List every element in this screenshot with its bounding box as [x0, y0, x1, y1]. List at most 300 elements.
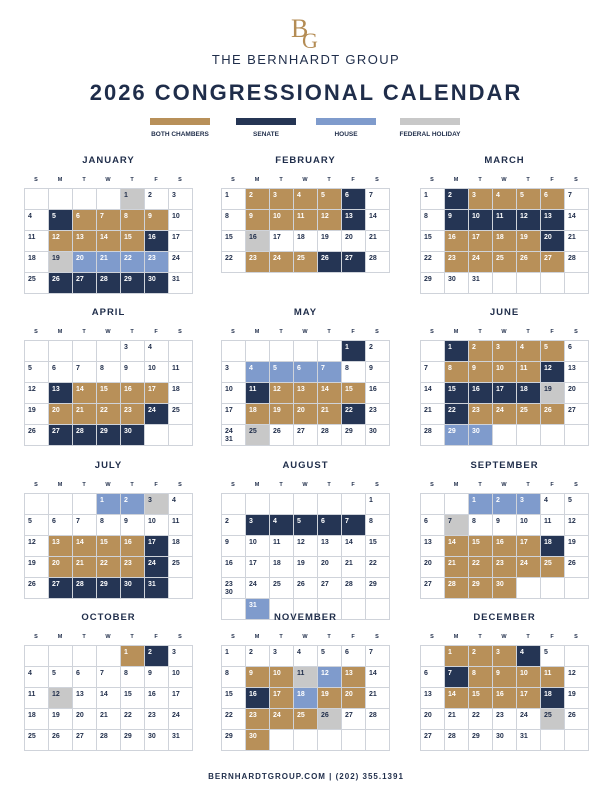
empty-day-cell: [342, 494, 366, 515]
day-cell: [97, 425, 121, 446]
day-cell: [97, 231, 121, 252]
day-number: 20: [76, 255, 84, 262]
weekday-label: F: [154, 634, 158, 640]
day-number: 15: [225, 691, 233, 698]
day-number: 23: [472, 407, 480, 414]
day-number: 26: [297, 581, 305, 588]
empty-day-cell: [517, 273, 541, 294]
day-number: 13: [297, 386, 305, 393]
day-number: 6: [424, 670, 428, 677]
day-number: 17: [273, 234, 281, 241]
day-cell: [366, 210, 390, 231]
day-number: 30: [148, 276, 156, 283]
day-cell: [169, 730, 193, 751]
logo-letter-g: G: [302, 28, 318, 53]
day-cell: [49, 425, 73, 446]
day-number: 27: [424, 733, 432, 740]
day-number: 26: [321, 712, 329, 719]
day-number: 15: [124, 234, 132, 241]
day-number: 30: [369, 428, 377, 435]
month-may: [221, 306, 390, 446]
day-cell: [421, 404, 445, 425]
empty-day-cell: [97, 189, 121, 210]
day-cell: [222, 709, 246, 730]
day-number: 5: [28, 518, 32, 525]
day-cell: [49, 667, 73, 688]
day-number: 3: [124, 344, 128, 351]
day-cell: [73, 688, 97, 709]
day-cell: [366, 383, 390, 404]
day-number: 24: [496, 407, 504, 414]
day-cell: [121, 341, 145, 362]
day-cell: [49, 210, 73, 231]
day-cell: [145, 210, 169, 231]
day-number: 27: [76, 733, 84, 740]
day-number: 8: [225, 670, 229, 677]
month-november: [221, 611, 390, 751]
weekday-label: T: [526, 482, 530, 488]
day-number: 3: [172, 649, 176, 656]
day-cell: [121, 189, 145, 210]
day-cell: [493, 383, 517, 404]
weekday-label: M: [453, 634, 459, 640]
day-cell: [493, 252, 517, 273]
day-number: 18: [544, 691, 552, 698]
day-number: 31: [520, 733, 528, 740]
day-number: 20: [321, 560, 329, 567]
day-cell: [366, 425, 390, 446]
day-cell: [145, 252, 169, 273]
weekday-label: T: [279, 634, 283, 640]
day-number: 24: [148, 560, 156, 567]
day-number: 6: [568, 344, 572, 351]
day-cell: [445, 189, 469, 210]
day-cell: [318, 536, 342, 557]
page-title: 2026 CONGRESSIONAL CALENDAR: [89, 80, 523, 105]
day-number: 24 31: [225, 428, 233, 443]
month-grid: [24, 340, 193, 446]
day-cell: [318, 667, 342, 688]
day-number: 6: [321, 518, 325, 525]
day-number: 29: [100, 581, 108, 588]
weekday-label: W: [105, 634, 111, 640]
day-cell: [421, 578, 445, 599]
day-cell: [145, 515, 169, 536]
day-number: 8: [472, 518, 476, 525]
day-number: 7: [369, 649, 373, 656]
day-number: 11: [28, 691, 36, 698]
weekday-label: W: [105, 177, 111, 183]
day-cell: [73, 252, 97, 273]
day-cell: [541, 231, 565, 252]
weekday-label: W: [302, 177, 308, 183]
day-cell: [421, 515, 445, 536]
day-number: 27: [544, 255, 552, 262]
day-number: 12: [273, 386, 281, 393]
weekday-header-row: [24, 175, 193, 185]
day-cell: [342, 404, 366, 425]
day-number: 11: [544, 670, 552, 677]
day-cell: [294, 252, 318, 273]
month-january: [24, 154, 193, 294]
day-number: 11: [249, 386, 257, 393]
day-cell: [366, 709, 390, 730]
day-number: 5: [544, 344, 548, 351]
legend-swatch-both-chambers: [150, 118, 210, 125]
day-number: 3: [472, 192, 476, 199]
day-number: 16: [124, 539, 132, 546]
day-cell: [541, 688, 565, 709]
day-cell: [565, 557, 589, 578]
day-number: 13: [424, 691, 432, 698]
day-cell: [25, 425, 49, 446]
empty-day-cell: [222, 341, 246, 362]
day-number: 23: [249, 255, 257, 262]
weekday-label: T: [130, 482, 134, 488]
day-number: 13: [568, 365, 576, 372]
day-cell: [342, 252, 366, 273]
day-cell: [25, 210, 49, 231]
logo-letter-b: B: [291, 14, 309, 43]
day-number: 21: [321, 407, 329, 414]
day-number: 19: [28, 407, 36, 414]
legend-item-both-chambers: [146, 118, 214, 138]
day-number: 31: [172, 276, 180, 283]
weekday-label: S: [34, 329, 38, 335]
weekday-label: S: [574, 177, 578, 183]
day-cell: [469, 210, 493, 231]
weekday-label: T: [279, 177, 283, 183]
day-number: 7: [100, 670, 104, 677]
day-cell: [421, 730, 445, 751]
day-cell: [49, 730, 73, 751]
day-number: 14: [100, 234, 108, 241]
day-number: 4: [520, 649, 524, 656]
weekday-label: F: [154, 329, 158, 335]
day-number: 14: [345, 539, 353, 546]
day-number: 17: [273, 691, 281, 698]
day-number: 9: [148, 670, 152, 677]
day-number: 28: [568, 255, 576, 262]
weekday-label: M: [254, 482, 260, 488]
day-number: 16: [496, 691, 504, 698]
day-cell: [541, 709, 565, 730]
day-cell: [342, 667, 366, 688]
empty-day-cell: [25, 494, 49, 515]
day-number: 13: [544, 213, 552, 220]
empty-day-cell: [517, 578, 541, 599]
day-number: 23: [148, 712, 156, 719]
day-number: 11: [172, 365, 180, 372]
legend-label-senate: SENATE: [253, 131, 279, 138]
day-number: 14: [321, 386, 329, 393]
day-number: 17: [249, 560, 257, 567]
day-cell: [246, 189, 270, 210]
day-cell: [342, 536, 366, 557]
day-cell: [565, 189, 589, 210]
day-number: 29: [124, 733, 132, 740]
empty-day-cell: [222, 494, 246, 515]
day-cell: [366, 515, 390, 536]
day-cell: [493, 515, 517, 536]
weekday-label: T: [130, 634, 134, 640]
day-number: 13: [52, 539, 60, 546]
day-number: 2: [124, 497, 128, 504]
day-cell: [294, 515, 318, 536]
weekday-header-row: [420, 327, 589, 337]
empty-day-cell: [421, 494, 445, 515]
day-cell: [565, 536, 589, 557]
day-cell: [445, 425, 469, 446]
day-cell: [421, 273, 445, 294]
day-number: 3: [273, 192, 277, 199]
day-cell: [342, 210, 366, 231]
day-number: 19: [273, 407, 281, 414]
empty-day-cell: [73, 341, 97, 362]
day-number: 20: [345, 691, 353, 698]
day-cell: [565, 341, 589, 362]
day-number: 21: [568, 234, 576, 241]
legend-label-both-chambers: BOTH CHAMBERS: [151, 131, 209, 138]
day-cell: [121, 688, 145, 709]
day-cell: [469, 362, 493, 383]
day-cell: [25, 404, 49, 425]
day-number: 15: [124, 691, 132, 698]
weekday-header-row: [221, 632, 390, 642]
day-cell: [121, 667, 145, 688]
day-number: 31: [249, 602, 257, 609]
day-number: 12: [520, 213, 528, 220]
day-number: 1: [225, 192, 229, 199]
weekday-label: W: [302, 634, 308, 640]
day-number: 9: [124, 365, 128, 372]
day-cell: [421, 709, 445, 730]
day-number: 31: [472, 276, 480, 283]
day-number: 25: [496, 255, 504, 262]
day-number: 19: [297, 560, 305, 567]
day-cell: [25, 557, 49, 578]
day-number: 30: [124, 581, 132, 588]
empty-day-cell: [541, 578, 565, 599]
day-number: 9: [369, 365, 373, 372]
day-cell: [517, 557, 541, 578]
day-cell: [517, 362, 541, 383]
month-title: FEBRUARY: [275, 155, 336, 166]
empty-day-cell: [421, 341, 445, 362]
empty-day-cell: [445, 494, 469, 515]
weekday-label: T: [526, 329, 530, 335]
day-cell: [121, 404, 145, 425]
day-number: 22: [225, 712, 233, 719]
day-cell: [493, 231, 517, 252]
day-number: 29: [124, 276, 132, 283]
day-cell: [25, 273, 49, 294]
day-cell: [73, 210, 97, 231]
day-cell: [49, 709, 73, 730]
day-cell: [445, 210, 469, 231]
day-cell: [445, 536, 469, 557]
day-cell: [222, 578, 246, 599]
day-number: 21: [448, 712, 456, 719]
day-number: 15: [472, 691, 480, 698]
day-number: 4: [273, 518, 277, 525]
day-number: 10: [520, 670, 528, 677]
day-cell: [318, 404, 342, 425]
day-number: 13: [76, 234, 84, 241]
day-number: 12: [568, 670, 576, 677]
weekday-label: F: [154, 482, 158, 488]
day-cell: [493, 667, 517, 688]
day-number: 4: [297, 649, 301, 656]
empty-day-cell: [97, 341, 121, 362]
day-cell: [517, 494, 541, 515]
day-cell: [366, 494, 390, 515]
weekday-label: S: [178, 329, 182, 335]
day-number: 1: [345, 344, 349, 351]
weekday-label: S: [178, 634, 182, 640]
weekday-header-row: [24, 327, 193, 337]
day-number: 17: [496, 386, 504, 393]
day-number: 7: [100, 213, 104, 220]
day-number: 23: [249, 712, 257, 719]
day-cell: [169, 709, 193, 730]
day-number: 6: [544, 192, 548, 199]
weekday-label: F: [154, 177, 158, 183]
day-cell: [169, 404, 193, 425]
day-cell: [73, 578, 97, 599]
weekday-label: S: [231, 329, 235, 335]
day-cell: [97, 730, 121, 751]
day-number: 3: [249, 518, 253, 525]
day-number: 23: [496, 712, 504, 719]
day-cell: [49, 688, 73, 709]
day-number: 19: [28, 560, 36, 567]
day-cell: [294, 709, 318, 730]
day-number: 8: [345, 365, 349, 372]
day-cell: [73, 667, 97, 688]
day-number: 7: [568, 192, 572, 199]
day-cell: [169, 494, 193, 515]
day-number: 26: [568, 712, 576, 719]
weekday-label: M: [57, 482, 63, 488]
day-cell: [294, 362, 318, 383]
day-number: 13: [345, 213, 353, 220]
day-cell: [97, 515, 121, 536]
day-number: 16: [448, 234, 456, 241]
weekday-label: T: [478, 482, 482, 488]
day-cell: [318, 189, 342, 210]
day-cell: [97, 536, 121, 557]
month-july: [24, 459, 193, 599]
day-cell: [421, 688, 445, 709]
day-number: 24: [249, 581, 257, 588]
day-number: 5: [28, 365, 32, 372]
day-cell: [222, 730, 246, 751]
day-number: 21: [369, 691, 377, 698]
day-cell: [469, 341, 493, 362]
day-number: 29: [448, 428, 456, 435]
day-number: 1: [100, 497, 104, 504]
empty-day-cell: [565, 730, 589, 751]
day-cell: [25, 252, 49, 273]
day-number: 10: [472, 213, 480, 220]
day-number: 29: [424, 276, 432, 283]
day-number: 5: [321, 192, 325, 199]
day-number: 30: [249, 733, 257, 740]
legend-item-senate: [232, 118, 300, 138]
day-number: 12: [28, 386, 36, 393]
day-cell: [246, 730, 270, 751]
day-cell: [318, 578, 342, 599]
day-number: 1: [369, 497, 373, 504]
day-number: 28: [448, 733, 456, 740]
day-number: 18: [297, 234, 305, 241]
day-cell: [246, 536, 270, 557]
empty-day-cell: [565, 425, 589, 446]
day-cell: [246, 709, 270, 730]
weekday-label: T: [279, 329, 283, 335]
day-cell: [169, 383, 193, 404]
day-cell: [73, 362, 97, 383]
day-cell: [493, 189, 517, 210]
weekday-label: F: [351, 634, 355, 640]
day-number: 4: [28, 670, 32, 677]
day-number: 4: [297, 192, 301, 199]
empty-day-cell: [169, 425, 193, 446]
day-number: 20: [424, 712, 432, 719]
day-cell: [97, 273, 121, 294]
day-cell: [270, 709, 294, 730]
day-cell: [342, 341, 366, 362]
day-cell: [222, 404, 246, 425]
day-cell: [541, 210, 565, 231]
day-cell: [342, 557, 366, 578]
day-cell: [318, 688, 342, 709]
day-cell: [366, 404, 390, 425]
empty-day-cell: [565, 646, 589, 667]
day-cell: [145, 362, 169, 383]
day-cell: [294, 189, 318, 210]
weekday-header-row: [420, 480, 589, 490]
day-cell: [222, 252, 246, 273]
day-cell: [342, 515, 366, 536]
day-cell: [469, 273, 493, 294]
day-number: 8: [100, 518, 104, 525]
day-number: 5: [297, 518, 301, 525]
day-number: 15: [100, 386, 108, 393]
day-number: 16: [249, 234, 257, 241]
day-cell: [469, 231, 493, 252]
day-cell: [49, 536, 73, 557]
day-cell: [246, 383, 270, 404]
weekday-label: S: [178, 482, 182, 488]
month-grid: [221, 340, 390, 446]
day-number: 8: [448, 365, 452, 372]
day-number: 4: [172, 497, 176, 504]
day-cell: [541, 341, 565, 362]
day-cell: [270, 252, 294, 273]
weekday-label: S: [375, 634, 379, 640]
day-cell: [294, 383, 318, 404]
day-cell: [145, 667, 169, 688]
day-number: 16: [472, 386, 480, 393]
day-cell: [517, 252, 541, 273]
day-number: 25: [249, 428, 257, 435]
empty-day-cell: [318, 494, 342, 515]
empty-day-cell: [421, 646, 445, 667]
day-cell: [25, 383, 49, 404]
day-cell: [493, 341, 517, 362]
